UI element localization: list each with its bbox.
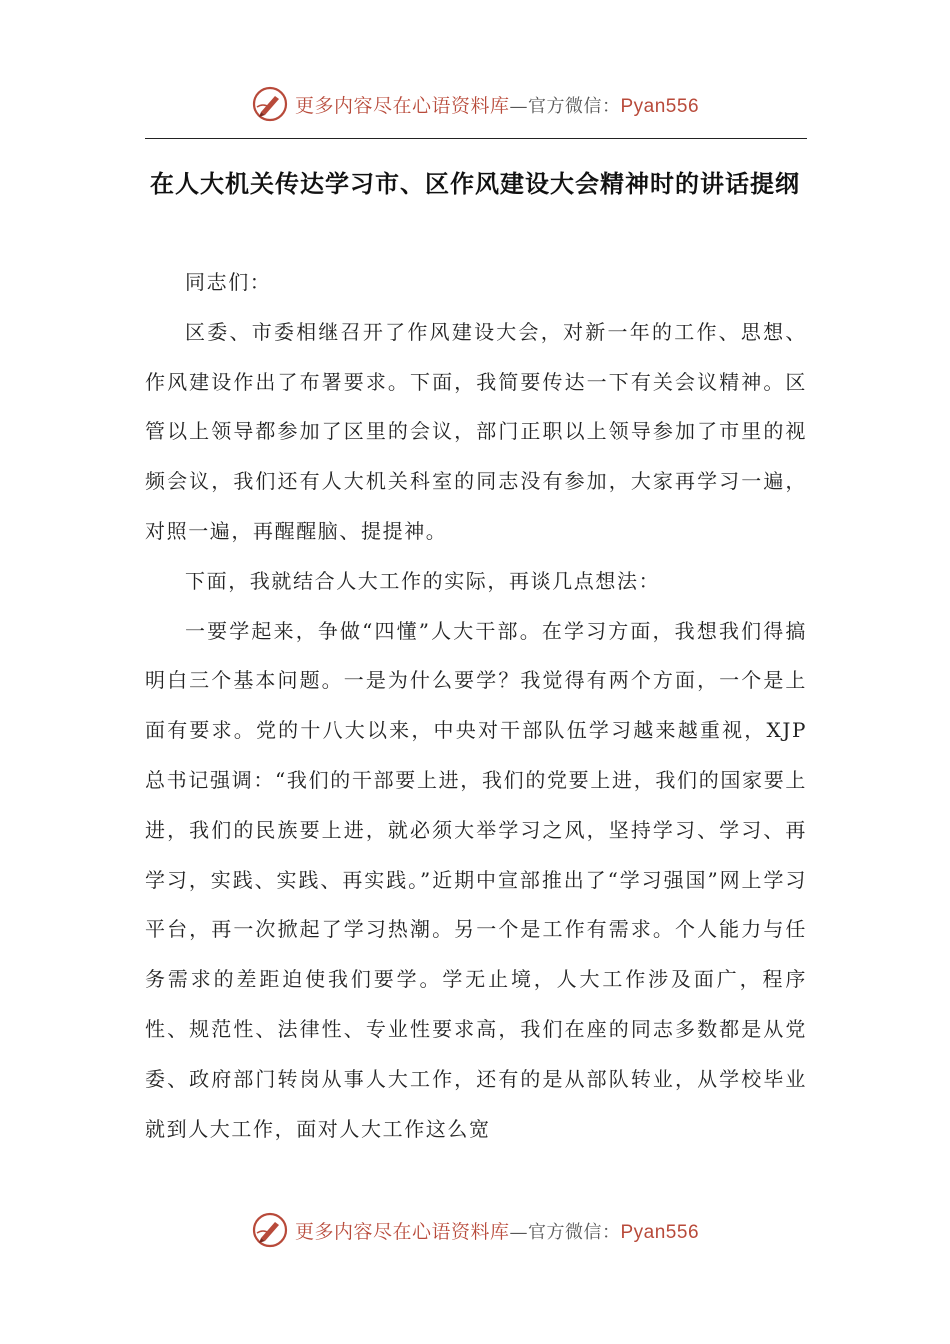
watermark-wechat-id: Pyan556: [620, 1221, 700, 1243]
paragraph: 一要学起来，争做“四懂”人大干部。在学习方面，我想我们得搞明白三个基本问题。一是为什么要学？我觉得有两个方面，一个是上面有要求。党的十八大以来，中央对干部队伍学习越来越重视，XJP总书记强调：“我们的干部要上进，我们的党要上进，我们的国家要上进，我们的民族要上进，就必须大举学习之风，坚持学习、学习、再学习，实践、实践、再实践。”近期中宣部推出了“学习强国”网上学习平台，再一次掀起了学习热潮。另一个是工作有需求。个人能力与任务需求的差距迫使我们要学。学无止境，人大工作涉及面广，程序性、规范性、法律性、专业性要求高，我们在座的同志多数都是从党委、政府部门转岗从事人大工作，还有的是从部队转业，从学校毕业就到人大工作，面对人大工作这么宽: [145, 618, 807, 1141]
watermark-official-label: 官方微信：: [528, 95, 621, 117]
header-divider: [145, 138, 807, 139]
watermark-brand: 更多内容尽在心语资料库: [294, 1220, 510, 1243]
watermark-wechat-id: Pyan556: [620, 95, 700, 117]
watermark-dash: —: [509, 1221, 528, 1243]
watermark-text: [295, 1217, 699, 1244]
paragraph: 下面，我就结合人大工作的实际，再谈几点想法：: [185, 568, 661, 593]
paragraph: 区委、市委相继召开了作风建设大会，对新一年的工作、思想、作风建设作出了布署要求。下面，我简要传达一下有关会议精神。区管以上领导都参加了区里的会议，部门正职以上领导参加了市里的视频会议，我们还有人大机关科室的同志没有参加，大家再学习一遍，对照一遍，再醒醒脑、提提神。: [145, 319, 807, 543]
paragraph-salutation: 同志们：: [185, 270, 272, 294]
watermark-brand: 更多内容尽在心语资料库: [294, 94, 510, 117]
footer-watermark: [0, 1208, 950, 1252]
document-body: [145, 258, 807, 1154]
pen-logo-icon: [251, 1211, 289, 1249]
pen-logo-icon: [251, 85, 289, 123]
watermark-official-label: 官方微信：: [528, 1221, 621, 1243]
header-watermark: [0, 82, 950, 126]
watermark-dash: —: [509, 95, 528, 117]
document-title: 在人大机关传达学习市、区作风建设大会精神时的讲话提纲: [150, 170, 800, 198]
watermark-text: [295, 91, 699, 118]
